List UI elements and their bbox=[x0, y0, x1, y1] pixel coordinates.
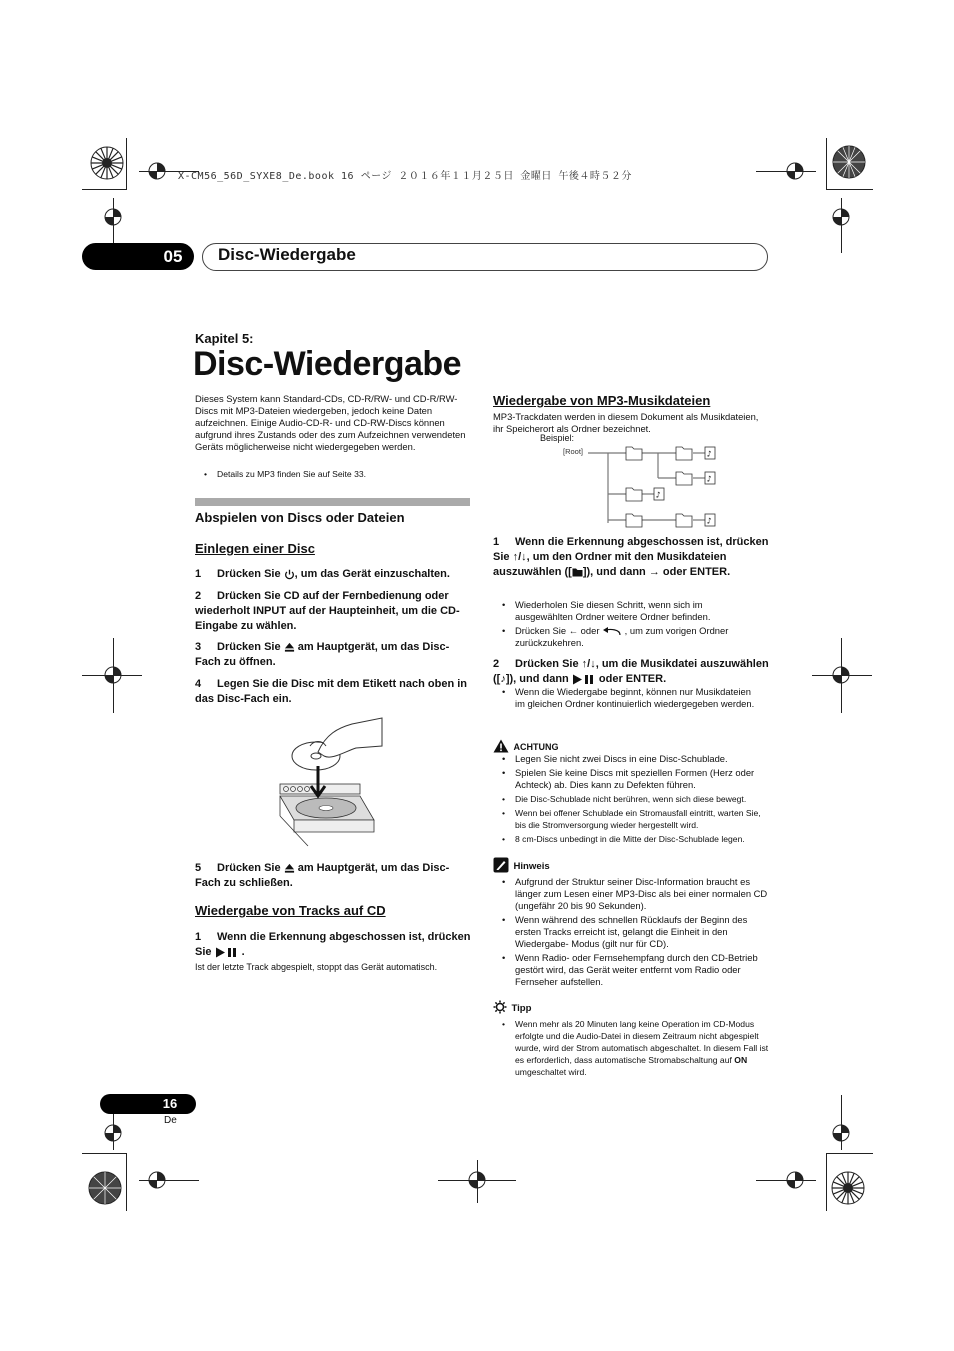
right-arrow-icon: → bbox=[648, 566, 660, 578]
up-down-arrow-icon: ↑/↓ bbox=[581, 658, 596, 670]
page-language: De bbox=[164, 1115, 177, 1126]
crosshair-icon bbox=[466, 1169, 488, 1191]
list-item: • Wiederholen Sie diesen Schritt, wenn sich im ausgewählten Ordner weitere Ordner befinden. bbox=[493, 599, 763, 623]
up-down-arrow-icon: ↑/↓ bbox=[512, 551, 527, 563]
step-number: 1 bbox=[493, 536, 500, 548]
crosshair-icon bbox=[784, 1169, 806, 1191]
step-number: 5 bbox=[195, 862, 202, 874]
power-icon bbox=[284, 569, 295, 580]
folder-icon bbox=[676, 514, 692, 527]
rosette-icon bbox=[88, 1171, 122, 1205]
section-title: Abspielen von Discs oder Dateien bbox=[195, 510, 405, 525]
tipp-label: Tipp bbox=[511, 1003, 532, 1014]
step-number: 2 bbox=[493, 658, 500, 670]
hinweis-list bbox=[493, 876, 769, 988]
folder-icon bbox=[626, 514, 642, 527]
list-item: • Wenn bei offener Schublade ein Stromausfall eintritt, warten Sie, bis die Stromversorgung wieder hergestellt wird. bbox=[493, 807, 769, 831]
crosshair-icon bbox=[102, 1122, 124, 1144]
folder-icon bbox=[626, 488, 642, 501]
crosshair-icon bbox=[146, 1169, 168, 1191]
subsection-title: Einlegen einer Disc bbox=[195, 541, 315, 556]
svg-text:♪: ♪ bbox=[655, 490, 661, 500]
achtung-label: ACHTUNG bbox=[513, 742, 559, 752]
intro-paragraph: Dieses System kann Standard-CDs, CD-R/RW- und CD-R/RW-Discs mit MP3-Dateien wiedergeben, jedoch keine Daten aufzeichnen. Einige Audio-CD-R- und CD-RW-Discs können aufgrund ihres Zustands oder des zum Aufzeichnen verwendeten Geräts möglicherweise nicht wiedergegeben werden. bbox=[195, 393, 466, 452]
return-icon bbox=[602, 627, 622, 637]
crosshair-icon bbox=[102, 206, 124, 228]
intro-bullet-list bbox=[195, 468, 473, 480]
step-number: 3 bbox=[195, 641, 202, 653]
subsection-title: Wiedergabe von MP3-Musikdateien bbox=[493, 393, 711, 408]
svg-text:♪: ♪ bbox=[706, 516, 712, 526]
crosshair-icon bbox=[830, 206, 852, 228]
page-number: 16 bbox=[162, 1096, 178, 1111]
root-label: [Root] bbox=[563, 447, 584, 456]
mp3-step-1: 1 Wenn die Erkennung abgeschossen ist, drücken Sie ↑/↓, um den Ordner mit den Musikdateien auszuwählen ([ ]), und dann → oder ENTER. bbox=[493, 536, 769, 578]
rosette-icon bbox=[831, 1171, 865, 1205]
play-pause-icon bbox=[572, 674, 596, 685]
list-item: • Wenn die Wiedergabe beginnt, können nur Musikdateien im gleichen Ordner kontinuierlich wiedergegeben werden. bbox=[493, 686, 763, 710]
kapitel-label: Kapitel 5: bbox=[195, 331, 254, 346]
step-number: 2 bbox=[195, 590, 202, 602]
hinweis-icon bbox=[493, 857, 509, 873]
list-item: • Legen Sie nicht zwei Discs in eine Disc-Schublade. bbox=[493, 753, 769, 765]
crosshair-icon bbox=[102, 664, 124, 686]
chapter-number: 05 bbox=[163, 247, 183, 266]
list-item: • Die Disc-Schublade nicht berühren, wenn sich diese bewegt. bbox=[493, 793, 769, 805]
page-title: Disc-Wiedergabe bbox=[193, 345, 462, 383]
tipp-list bbox=[493, 1018, 769, 1078]
achtung-list bbox=[493, 753, 769, 845]
left-arrow-icon: ← bbox=[568, 625, 579, 636]
tipp-header bbox=[493, 998, 771, 1016]
mp3-intro: MP3-Trackdaten werden in diesem Dokument als Musikdateien, ihr Speicherort als Ordner bezeichnet. bbox=[493, 411, 759, 434]
folder-icon bbox=[676, 447, 692, 460]
rosette-icon bbox=[832, 145, 866, 179]
list-item: • Wenn mehr als 20 Minuten lang keine Operation im CD-Modus erfolgte und die Audio-Datei in diesem Zeitraum nicht abgespielt wurde, wird der Strom automatisch abgeschaltet. In diesem Fall ist es erforderlich, dass automatische Stromabschaltung auf ON umgeschaltet wird. bbox=[493, 1018, 769, 1078]
track-note: Ist der letzte Track abgespielt, stoppt das Gerät automatisch. bbox=[195, 962, 438, 972]
step-number: 1 bbox=[195, 568, 202, 580]
print-info-line: X-CM56_56D_SYXE8_De.book 16 ページ ２０１６年１１月２５日 金曜日 午後４時５２分 bbox=[178, 171, 632, 182]
list-item: • 8 cm-Discs unbedingt in die Mitte der Disc-Schublade legen. bbox=[493, 833, 769, 845]
hinweis-label: Hinweis bbox=[513, 861, 550, 872]
music-note-icon: ♪ bbox=[500, 673, 506, 685]
folder-tree-diagram bbox=[588, 440, 728, 530]
crosshair-icon bbox=[146, 160, 168, 182]
mp3-step-2: 2 Drücken Sie ↑/↓, um die Musikdatei auszuwählen ([♪]), und dann oder ENTER. bbox=[493, 658, 769, 685]
crosshair-icon bbox=[830, 1122, 852, 1144]
eject-icon bbox=[284, 642, 295, 653]
tipp-icon bbox=[493, 1000, 507, 1014]
rosette-icon bbox=[90, 146, 124, 180]
list-item: • Spielen Sie keine Discs mit speziellen Formen (Herz oder Achteck) ab. Dies kann zu Defekten führen. bbox=[493, 767, 769, 791]
svg-text:♪: ♪ bbox=[706, 474, 712, 484]
step-2: 2 Drücken Sie CD auf der Fernbedienung oder wiederholt INPUT auf der Haupteinheit, um die CD-Eingabe zu wählen. bbox=[195, 590, 460, 632]
step-number: 1 bbox=[195, 931, 202, 943]
list-item: • Drücken Sie ← oder , um zum vorigen Ordner zurückzukehren. bbox=[493, 625, 763, 649]
step-4: 4 Legen Sie die Disc mit dem Etikett nach oben in das Disc-Fach ein. bbox=[195, 678, 467, 705]
chapter-title: Disc-Wiedergabe bbox=[218, 245, 356, 264]
mp3-step1-bullets bbox=[493, 599, 763, 649]
track-step-1: 1 Wenn die Erkennung abgeschossen ist, drücken Sie . bbox=[195, 931, 471, 958]
step-5: 5 Drücken Sie am Hauptgerät, um das Disc-Fach zu schließen. bbox=[195, 862, 450, 889]
step-3: 3 Drücken Sie am Hauptgerät, um das Disc-Fach zu öffnen. bbox=[195, 641, 450, 668]
play-pause-icon bbox=[215, 947, 239, 958]
page-number-badge bbox=[100, 1094, 196, 1114]
chapter-number-badge bbox=[82, 243, 194, 270]
folder-icon bbox=[626, 447, 642, 460]
example-label: Beispiel: bbox=[540, 433, 575, 443]
list-item: • Wenn während des schnellen Rücklaufs der Beginn des ersten Tracks erreicht ist, gelangt die Einheit in den Wiedergabe- Modus (gilt nur für CD). bbox=[493, 914, 769, 950]
step-1: 1 Drücken Sie , um das Gerät einzuschalten. bbox=[195, 568, 450, 580]
subsection-title: Wiedergabe von Tracks auf CD bbox=[195, 903, 386, 918]
svg-text:♪: ♪ bbox=[706, 449, 712, 459]
warning-icon bbox=[493, 739, 509, 753]
section-divider bbox=[195, 498, 470, 506]
mp3-step2-bullets bbox=[493, 686, 763, 710]
folder-icon bbox=[676, 472, 692, 485]
hinweis-header bbox=[493, 856, 771, 874]
list-item: • Details zu MP3 finden Sie auf Seite 33. bbox=[195, 468, 473, 480]
folder-icon bbox=[572, 567, 583, 577]
step-number: 4 bbox=[195, 678, 202, 690]
crosshair-icon bbox=[784, 160, 806, 182]
list-item: • Wenn Radio- oder Fernsehempfang durch den CD-Betrieb gestört wird, das Gerät weiter entfernt vom Radio oder Fernseher aufstellen. bbox=[493, 952, 769, 988]
disc-tray-illustration bbox=[278, 716, 388, 848]
crosshair-icon bbox=[830, 664, 852, 686]
list-item: • Aufgrund der Struktur seiner Disc-Information braucht es länger zum Lesen einer MP3-Disc als bei einer normalen CD (ungefähr 20 bis 90 Sekunden). bbox=[493, 876, 769, 912]
eject-icon bbox=[284, 863, 295, 874]
